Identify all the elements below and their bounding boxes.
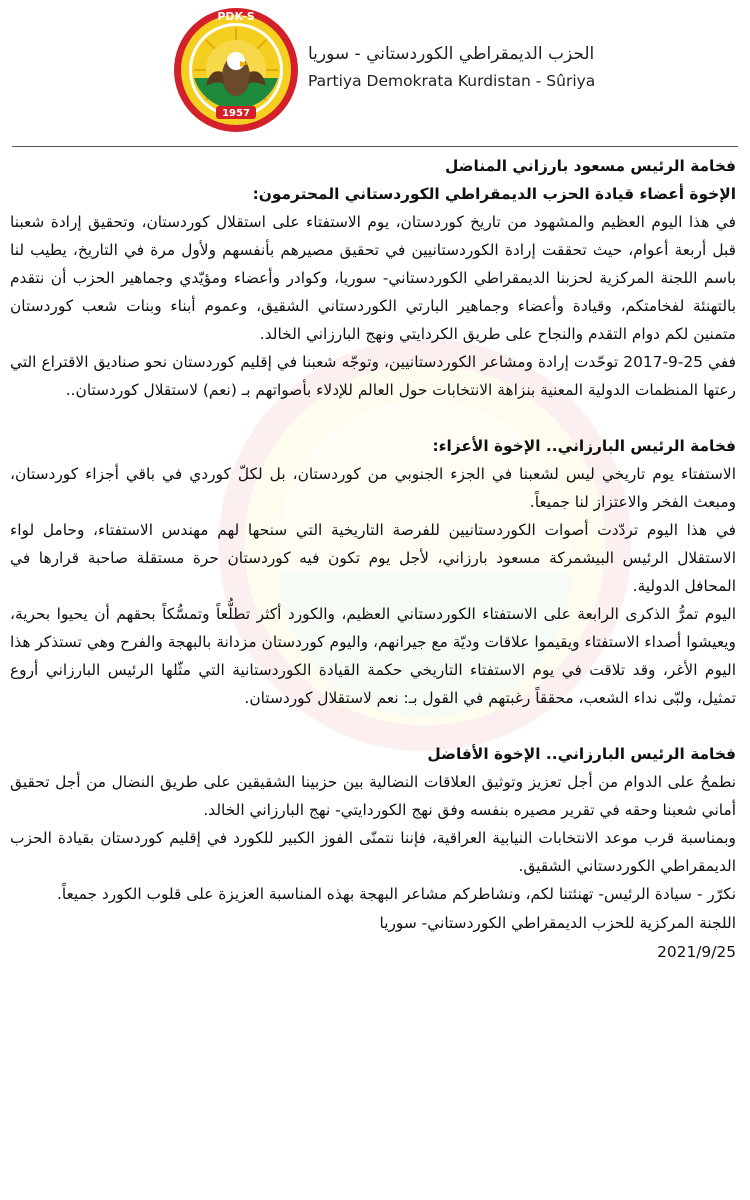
paragraph: اليوم تمرُّ الذكرى الرابعة على الاستفتاء الكوردستاني العظيم، والكورد أكثر تطلُّعاً وتمسُّكاً بحقهم أن يحيوا بحرية، ويعيشوا أصداء الاستفتاء ويقيموا علاقات وديّة مع جيرانهم، واليوم كوردستان مزدانة بالبهجة والفرح وهي تستذكر هذا اليوم الأغر، وقد تلاقت في يوم الاستفتاء التاريخي حكمة القيادة الكوردستانية التي مثّلها الرئيس البارزاني أروع تمثيل، ولبّى نداء الشعب، محققاً رغبتهم في القول بـ: نعم لاستقلال كوردستان. bbox=[10, 605, 736, 707]
org-name-kurdish: Partiya Demokrata Kurdistan - Sûriya bbox=[308, 72, 596, 90]
paragraph: ففي 25-9-2017 توحّدت إرادة ومشاعر الكوردستانيين، وتوجّه شعبنا في إقليم كوردستان نحو صناديق الاقتراع التي رعتها المنظمات الدولية المعنية بنزاهة الانتخابات حول العالم للإدلاء بأصواتهم بـ (نعم) لاستقلال كوردستان.. bbox=[10, 353, 736, 399]
paragraph: وبمناسبة قرب موعد الانتخابات النيابية العراقية، فإننا نتمنّى الفوز الكبير للكورد في إقليم كوردستان بقيادة الحزب الديمقراطي الكوردستاني الشقيق. bbox=[10, 829, 736, 875]
party-emblem-logo bbox=[172, 6, 300, 134]
section-heading: فخامة الرئيس البارزاني.. الإخوة الأعزاء: bbox=[432, 437, 736, 455]
signature: اللجنة المركزية للحزب الديمقراطي الكوردستاني- سوريا bbox=[379, 914, 736, 932]
paragraph: الاستفتاء يوم تاريخي ليس لشعبنا في الجزء الجنوبي من كوردستان، بل لكلّ كوردي في باقي أجزاء كوردستان، ومبعث الفخر والاعتزاز لنا جميعاً. bbox=[10, 465, 736, 511]
letter-body bbox=[10, 152, 736, 966]
spacer bbox=[10, 712, 736, 740]
salutation-leadership: الإخوة أعضاء قيادة الحزب الديمقراطي الكوردستاني المحترمون: bbox=[252, 185, 736, 203]
paragraph: في هذا اليوم العظيم والمشهود من تاريخ كوردستان، يوم الاستفتاء على استقلال كوردستان، وتحقيق إرادة شعبنا قبل أربعة أعوام، حيث تحققت إرادة الكوردستانيين في تحقيق مصيرهم بأنفسهم ولأول مرة في التاريخ، يطيب لنا باسم اللجنة المركزية لحزبنا الديمقراطي الكوردستاني- سوريا، وكوادر وأعضاء ومؤيّدي وجماهير الحزب أن نتقدم بالتهنئة لفخامتكم، وقيادة وأعضاء وجماهير البارتي الكوردستاني الشقيق، وعموم أبناء وبنات شعب كوردستان متمنين لكم دوام التقدم والنجاح على طريق الكردايتي ونهج البارزاني الخالد. bbox=[10, 213, 736, 343]
letterhead bbox=[0, 0, 750, 150]
section-heading: فخامة الرئيس البارزاني.. الإخوة الأفاضل bbox=[427, 745, 736, 763]
logo-acronym-text: PDK-S bbox=[217, 10, 255, 23]
spacer bbox=[10, 404, 736, 432]
paragraph: في هذا اليوم تردّدت أصوات الكوردستانيين للفرصة التاريخية التي سنحها لهم مهندس الاستفتاء، وحامل لواء الاستقلال الرئيس البيشمركة مسعود بارزاني، لأجل يوم تكون فيه كوردستان حرة مستقلة صاحبة قرارها في المحافل الدولية. bbox=[10, 521, 736, 595]
letter-date: 2021/9/25 bbox=[657, 943, 736, 961]
paragraph: نكرّر - سيادة الرئيس- تهنئتنا لكم، ونشاطركم مشاعر البهجة بهذه المناسبة العزيزة على قلوب الكورد جميعاً. bbox=[56, 885, 736, 903]
paragraph: نطمحُ على الدوام من أجل تعزيز وتوثيق العلاقات النضالية بين حزبينا الشقيقين على طريق النضال من أجل تحقيق أماني شعبنا وحقه في تقرير مصيره بنفسه وفق نهج الكوردايتي- نهج البارزاني الخالد. bbox=[10, 773, 736, 819]
salutation-president: فخامة الرئيس مسعود بارزاني المناضل bbox=[444, 157, 736, 175]
org-name-arabic: الحزب الديمقراطي الكوردستاني - سوريا bbox=[308, 44, 595, 64]
header-divider bbox=[12, 146, 738, 147]
logo-year-text: 1957 bbox=[222, 108, 250, 119]
